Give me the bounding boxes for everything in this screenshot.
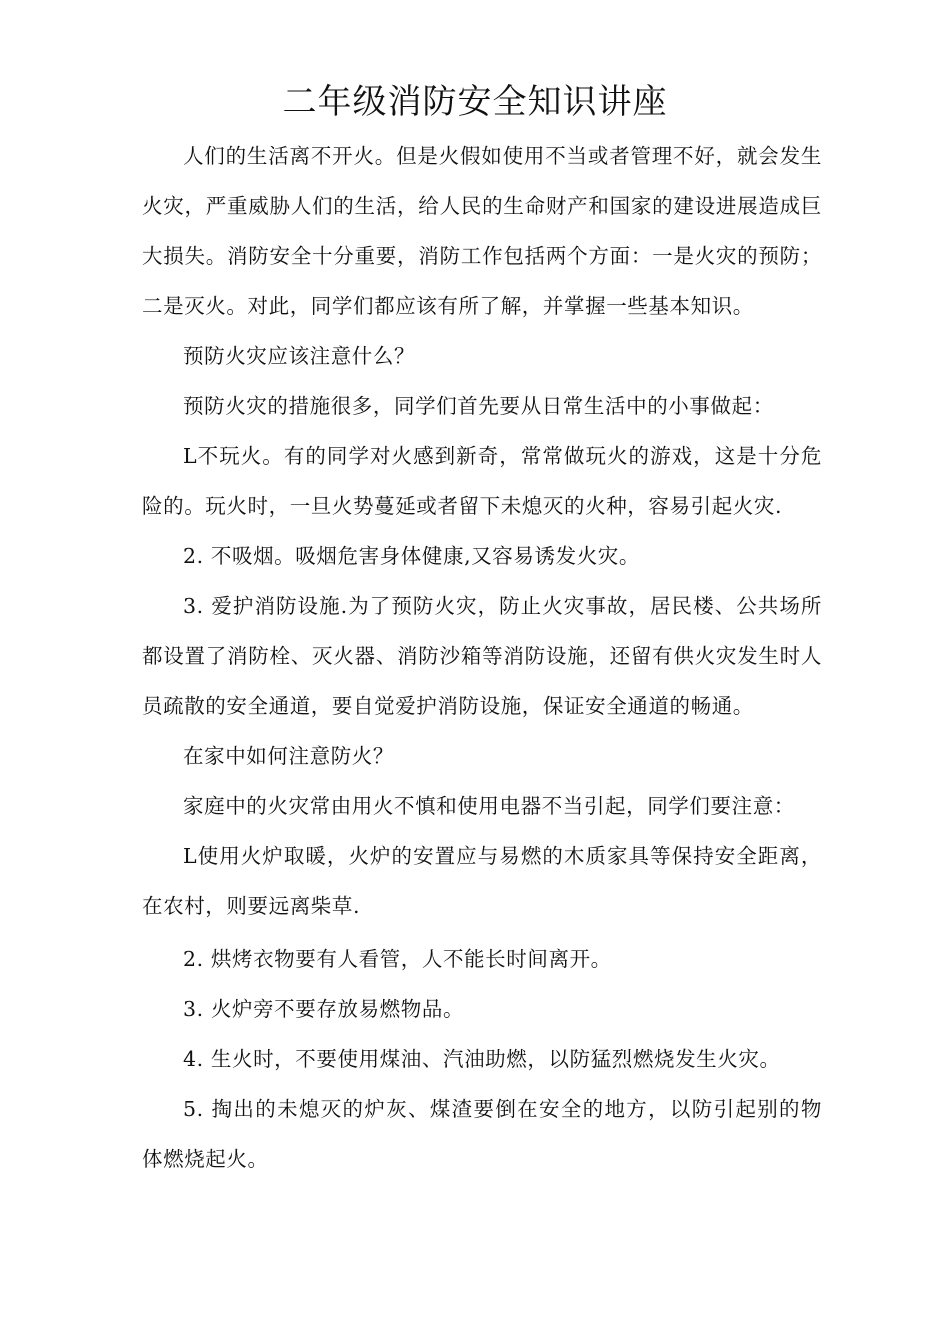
home-item-1: L使用火炉取暖，火炉的安置应与易燃的木质家具等保持安全距离，在农村，则要远离柴草. <box>142 844 822 918</box>
home-intro: 家庭中的火灾常由用火不慎和使用电器不当引起，同学们要注意： <box>183 794 795 818</box>
prevention-item-1: L不玩火。有的同学对火感到新奇，常常做玩火的游戏，这是十分危险的。玩火时，一旦火势蔓延或者留下未熄灭的火种，容易引起火灾. <box>142 444 822 518</box>
home-item-4: 4. 生火时，不要使用煤油、汽油助燃，以防猛烈燃烧发生火灾。 <box>183 1047 781 1071</box>
prevention-intro: 预防火灾的措施很多，同学们首先要从日常生活中的小事做起： <box>183 394 774 418</box>
page-title: 二年级消防安全知识讲座 <box>282 82 668 122</box>
home-item-3: 3. 火炉旁不要存放易燃物品。 <box>183 997 465 1021</box>
section-heading-prevention: 预防火灾应该注意什么？ <box>183 344 416 368</box>
document-body <box>142 131 822 1184</box>
section-heading-home: 在家中如何注意防火？ <box>183 744 394 768</box>
intro-paragraph: 人们的生活离不开火。但是火假如使用不当或者管理不好，就会发生火灾，严重威胁人们的生活，给人民的生命财产和国家的建设进展造成巨大损失。消防安全十分重要，消防工作包括两个方面：一是火灾的预防；二是灭火。对此，同学们都应该有所了解，并掌握一些基本知识。 <box>142 144 822 318</box>
prevention-item-3: 3. 爱护消防设施.为了预防火灾，防止火灾事故，居民楼、公共场所都设置了消防栓、灭火器、消防沙箱等消防设施，还留有供火灾发生时人员疏散的安全通道，要自觉爱护消防设施，保证安全通道的畅通。 <box>142 594 822 718</box>
prevention-item-2: 2. 不吸烟。吸烟危害身体健康,又容易诱发火灾。 <box>183 544 640 568</box>
home-item-2: 2. 烘烤衣物要有人看管，人不能长时间离开。 <box>183 947 612 971</box>
home-item-5: 5. 掏出的未熄灭的炉灰、煤渣要倒在安全的地方，以防引起别的物体燃烧起火。 <box>142 1097 822 1171</box>
